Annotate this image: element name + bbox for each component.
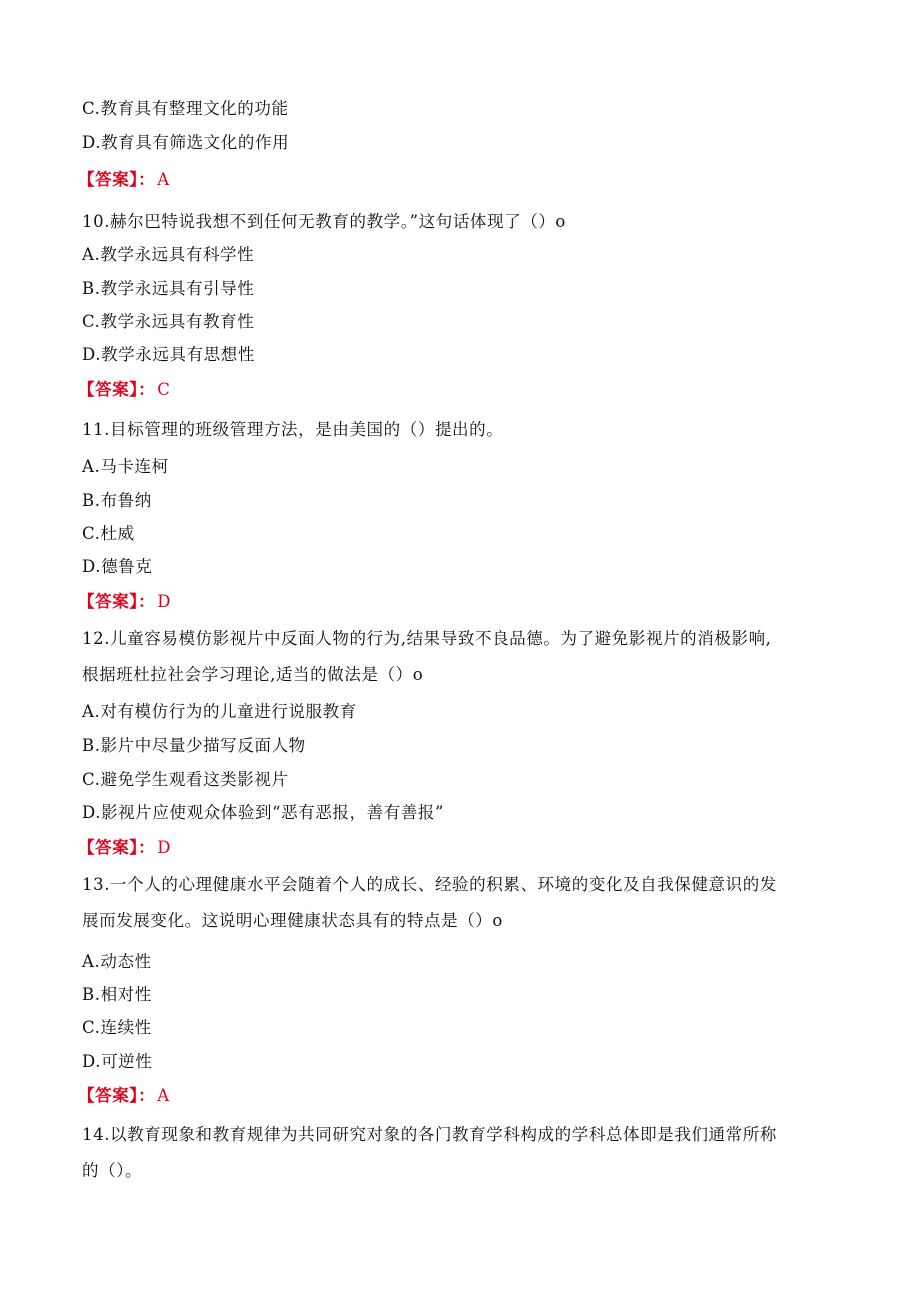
answer-q13 [78,1085,170,1107]
option-d-q10: D.教学永远具有思想性 [82,345,255,364]
answer-q12 [78,837,171,859]
answer-q11 [78,591,171,613]
answer-value: D [157,838,172,857]
answer-q10 [78,379,170,401]
option-b-q13: B.相对性 [82,985,152,1004]
option-a-q11: A.马卡连柯 [82,457,169,476]
option-d-q9: D.教育具有筛选文化的作用 [82,133,290,152]
option-c-q10: C.教学永远具有教育性 [82,312,255,331]
option-b-q11: B.布鲁纳 [82,491,152,510]
answer-value: A [157,1086,170,1105]
answer-label: 【答案】： [78,592,156,611]
answer-label: 【答案】： [78,380,156,399]
question-14-line-2: 的（）。 [82,1161,143,1180]
option-c-q11: C.杜威 [82,524,135,543]
option-d-q12: D.影视片应使观众体验到“恶有恶报，善有善报” [82,803,445,822]
option-c-q12: C.避免学生观看这类影视片 [82,770,289,789]
option-b-q10: B.教学永远具有引导性 [82,279,255,298]
answer-q9 [78,169,170,191]
question-13-line-2: 展而发展变化。这说明心理健康状态具有的特点是（）o [82,911,503,930]
question-14-line-1: 14.以教育现象和教育规律为共同研究对象的各门教育学科构成的学科总体即是我们通常所称 [82,1125,777,1144]
question-12-line-2: 根据班杜拉社会学习理论,适当的做法是（）o [82,665,424,684]
option-c-q13: C.连续性 [82,1018,152,1037]
question-10: 10.赫尔巴特说我想不到任何无教育的教学。”这句话体现了（）o [82,212,566,231]
answer-value: C [157,380,171,399]
option-d-q13: D.可逆性 [82,1052,153,1071]
option-d-q11: D.德鲁克 [82,557,153,576]
question-13-line-1: 13.一个人的心理健康水平会随着个人的成长、经验的积累、环境的变化及自我保健意识的发 [82,875,777,894]
option-c-q9: C.教育具有整理文化的功能 [82,99,289,118]
question-12-line-1: 12.儿童容易模仿影视片中反面人物的行为,结果导致不良品德。为了避免影视片的消极影响, [82,629,772,648]
answer-value: D [157,592,172,611]
question-11: 11.目标管理的班级管理方法，是由美国的（）提出的。 [82,420,504,439]
option-b-q12: B.影片中尽量少描写反面人物 [82,736,306,755]
option-a-q13: A.动态性 [82,952,152,971]
option-a-q12: A.对有模仿行为的儿童进行说服教育 [82,702,357,721]
answer-value: A [157,170,170,189]
answer-label: 【答案】： [78,170,156,189]
answer-label: 【答案】： [78,838,156,857]
answer-label: 【答案】： [78,1086,156,1105]
option-a-q10: A.教学永远具有科学性 [82,245,255,264]
